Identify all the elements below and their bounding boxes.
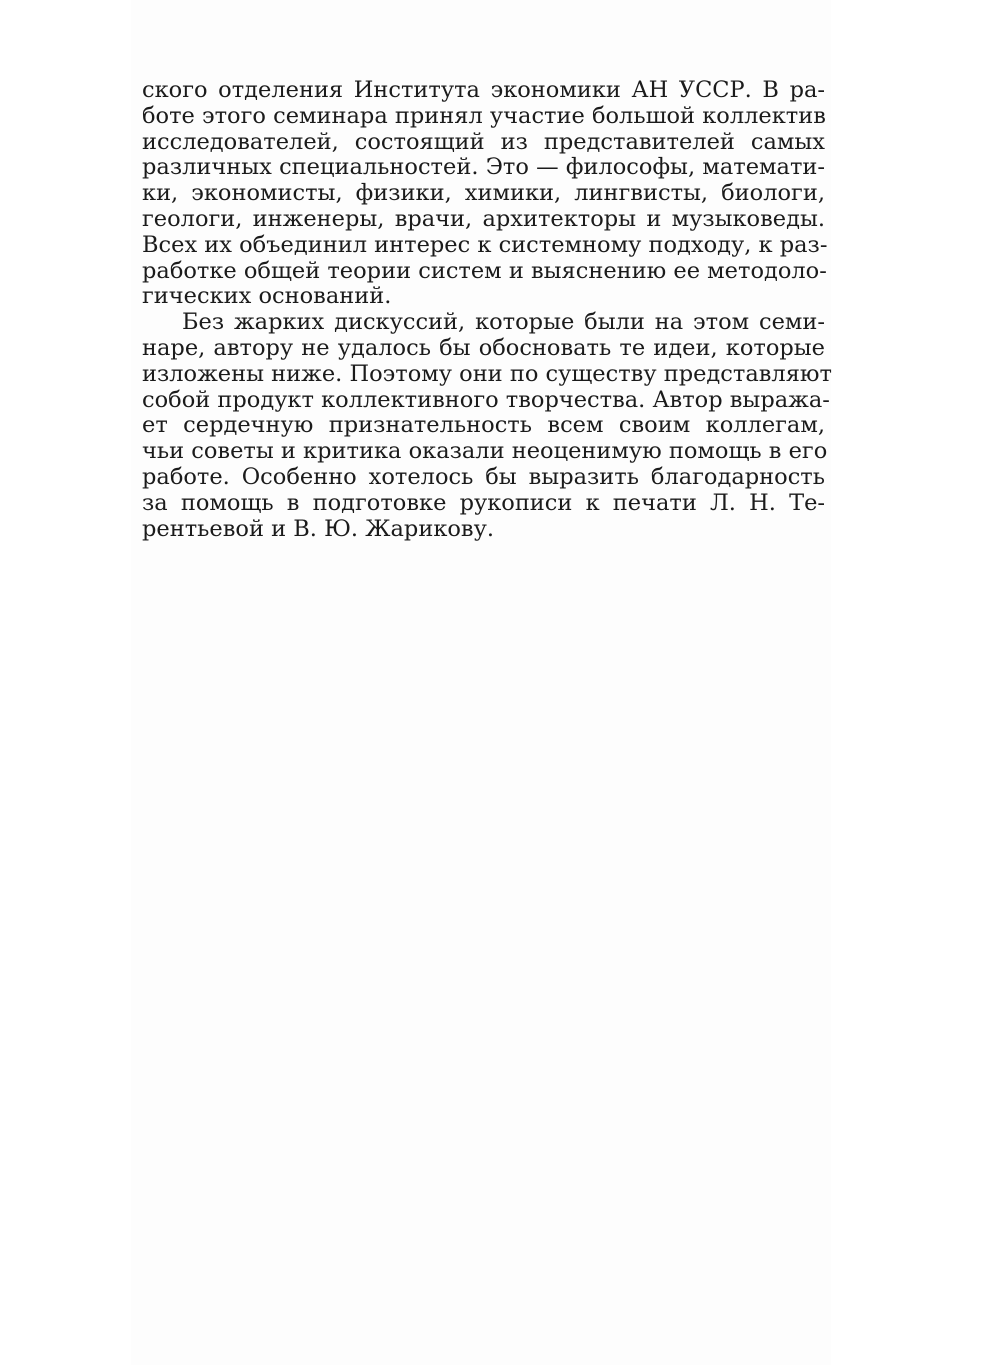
paragraph-2	[142, 309, 832, 542]
text-line: чьи советы и критика оказали неоценимую помощь в его	[142, 438, 828, 465]
text-line: собой продукт коллективного творчества. Автор выража-	[142, 386, 830, 413]
text-line: геологи, инженеры, врачи, архитекторы и музыковеды.	[142, 205, 825, 232]
text-line: наре, автору не удалось бы обосновать те идеи, которые	[142, 334, 825, 361]
text-line: ки, экономисты, физики, химики, лингвисты, биологи,	[142, 180, 825, 207]
text-line: различных специальностей. Это — философы, математи-	[142, 154, 825, 181]
body-text	[142, 77, 832, 542]
text-line: ет сердечную признательность всем своим коллегам,	[142, 412, 825, 439]
text-line: за помощь в подготовке рукописи к печати Л. Н. Те-	[142, 489, 825, 516]
text-line: исследователей, состоящий из представителей самых	[142, 128, 825, 155]
text-line: работке общей теории систем и выяснению ее методоло-	[142, 257, 827, 284]
text-line: боте этого семинара принял участие большой коллектив	[142, 102, 826, 129]
text-line: изложены ниже. Поэтому они по существу представляют	[142, 360, 832, 387]
text-line: рентьевой и В. Ю. Жарикову.	[142, 515, 494, 542]
text-line: Без жарких дискуссий, которые были на этом семи-	[182, 309, 825, 336]
text-line: ского отделения Института экономики АН УССР. В ра-	[142, 77, 825, 103]
text-line: работе. Особенно хотелось бы выразить благодарность	[142, 463, 825, 490]
paragraph-1	[142, 77, 828, 310]
text-line: гических оснований.	[142, 283, 392, 310]
text-line: Всех их объединил интерес к системному подходу, к раз-	[142, 231, 828, 258]
